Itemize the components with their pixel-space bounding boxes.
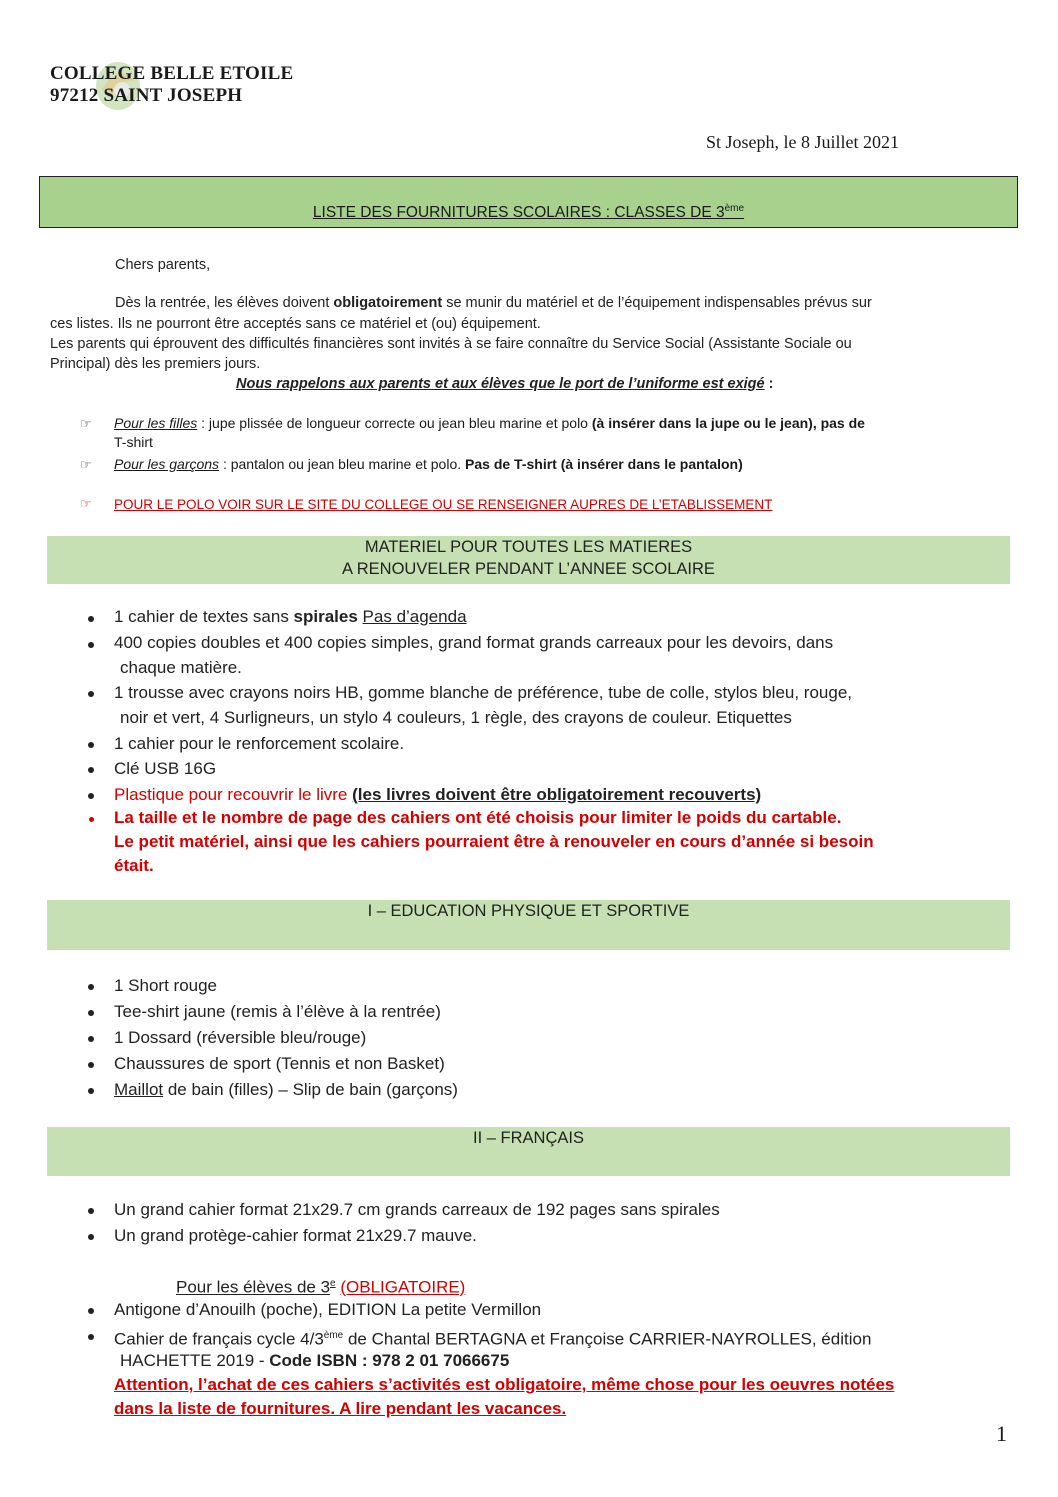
bullet-icon <box>88 1088 94 1094</box>
list-item-continuation: était. <box>114 856 154 875</box>
bullet-icon <box>88 767 94 773</box>
polo-notice: POUR LE POLO VOIR SUR LE SITE DU COLLEGE OU SE RENSEIGNER AUPRES DE L’ETABLISSEMENT <box>114 497 773 512</box>
bullet-icon <box>88 616 94 622</box>
list-item: 1 Short rouge <box>114 976 218 995</box>
bullet-icon <box>88 642 94 648</box>
bullet-icon <box>88 1036 94 1042</box>
list-item-continuation: noir et vert, 4 Surligneurs, un stylo 4 couleurs, 1 règle, des crayons de couleur. Etiquettes <box>120 708 792 727</box>
students-3e-heading: Pour les élèves de 3e (OBLIGATOIRE) <box>176 1277 466 1297</box>
pointing-hand-icon: ☞ <box>80 496 92 511</box>
list-item: Un grand protège-cahier format 21x29.7 mauve. <box>114 1226 477 1245</box>
list-item: 400 copies doubles et 400 copies simples, grand format grands carreaux pour les devoirs, dans <box>114 633 834 652</box>
section-header-eps <box>47 900 1010 950</box>
list-item: Maillot de bain (filles) – Slip de bain (garçons) <box>114 1080 458 1099</box>
bullet-icon <box>89 817 94 822</box>
title-box <box>39 176 1018 228</box>
list-item: Un grand cahier format 21x29.7 cm grands carreaux de 192 pages sans spirales <box>114 1200 720 1219</box>
section-header-francais <box>47 1127 1010 1176</box>
bullet-icon <box>88 1308 94 1314</box>
intro-paragraph-1-line-2: ces listes. Ils ne pourront être acceptés sans ce matériel et (ou) équipement. <box>50 316 541 332</box>
list-item: Plastique pour recouvrir le livre (les livres doivent être obligatoirement recouverts) <box>114 785 762 804</box>
section-title: II – FRANÇAIS <box>473 1129 584 1147</box>
bullet-icon <box>88 1010 94 1016</box>
list-item-continuation: chaque matière. <box>120 658 242 677</box>
bullet-icon <box>88 691 94 697</box>
intro-paragraph-2-line-2: Principal) dès les premiers jours. <box>50 356 261 372</box>
list-item-continuation: Le petit matériel, ainsi que les cahiers pourraient être à renouveler en cours d’année si besoin <box>114 832 874 851</box>
bullet-icon <box>88 1234 94 1240</box>
document-title: LISTE DES FOURNITURES SCOLAIRES : CLASSES DE 3ème <box>312 203 745 222</box>
uniform-notice: Nous rappelons aux parents et aux élèves que le port de l’uniforme est exigé : <box>236 376 774 392</box>
section-header-materiel <box>47 536 1010 584</box>
list-item: Chaussures de sport (Tennis et non Basket) <box>114 1054 445 1073</box>
pointing-hand-icon: ☞ <box>80 457 92 472</box>
section-title-line-2: A RENOUVELER PENDANT L’ANNEE SCOLAIRE <box>342 560 715 578</box>
list-item: Tee-shirt jaune (remis à l’élève à la rentrée) <box>114 1002 441 1021</box>
page-number: 1 <box>996 1421 1007 1446</box>
list-item: 1 trousse avec crayons noirs HB, gomme blanche de préférence, tube de colle, stylos bleu, rouge, <box>114 683 853 702</box>
list-item: Clé USB 16G <box>114 759 217 778</box>
uniform-girls-line-2: T-shirt <box>114 434 153 450</box>
list-item: 1 cahier de textes sans spirales Pas d’agenda <box>114 607 467 626</box>
bullet-icon <box>88 1334 94 1340</box>
pointing-hand-icon: ☞ <box>80 416 92 431</box>
intro-paragraph-1: Dès la rentrée, les élèves doivent obligatoirement se munir du matériel et de l’équipement indispensables prévus sur <box>115 295 872 311</box>
school-name: COLLEGE BELLE ETOILE <box>50 63 294 84</box>
intro-paragraph-2: Les parents qui éprouvent des difficultés financières sont invités à se faire connaître du Service Social (Assistante Sociale ou <box>50 336 852 352</box>
list-item-continuation: HACHETTE 2019 - Code ISBN : 978 2 01 7066675 <box>120 1351 510 1370</box>
attention-notice-line-2: dans la liste de fournitures. A lire pendant les vacances. <box>114 1399 567 1418</box>
list-item: Cahier de français cycle 4/3ème de Chantal BERTAGNA et Françoise CARRIER-NAYROLLES, édition <box>114 1329 872 1349</box>
document-date: St Joseph, le 8 Juillet 2021 <box>706 132 899 152</box>
uniform-boys: Pour les garçons : pantalon ou jean bleu marine et polo. Pas de T-shirt (à insérer dans le pantalon) <box>114 456 743 472</box>
bullet-icon <box>88 742 94 748</box>
bullet-icon <box>88 984 94 990</box>
bullet-icon <box>88 1208 94 1214</box>
list-item: La taille et le nombre de page des cahiers ont été choisis pour limiter le poids du cartable. <box>114 808 842 827</box>
school-city: 97212 SAINT JOSEPH <box>50 85 243 106</box>
uniform-girls: Pour les filles : jupe plissée de longueur correcte ou jean bleu marine et polo (à insérer dans la jupe ou le jean), pas de <box>114 415 865 431</box>
bullet-icon <box>88 1062 94 1068</box>
attention-notice: Attention, l’achat de ces cahiers s’activités est obligatoire, même chose pour les oeuvres notées <box>114 1375 895 1394</box>
section-title-line-1: MATERIEL POUR TOUTES LES MATIERES <box>364 538 693 556</box>
bullet-icon <box>88 793 94 799</box>
list-item: Antigone d’Anouilh (poche), EDITION La petite Vermillon <box>114 1300 542 1319</box>
section-title: I – EDUCATION PHYSIQUE ET SPORTIVE <box>367 902 690 920</box>
list-item: 1 Dossard (réversible bleu/rouge) <box>114 1028 367 1047</box>
list-item: 1 cahier pour le renforcement scolaire. <box>114 734 405 753</box>
greeting: Chers parents, <box>115 257 211 273</box>
